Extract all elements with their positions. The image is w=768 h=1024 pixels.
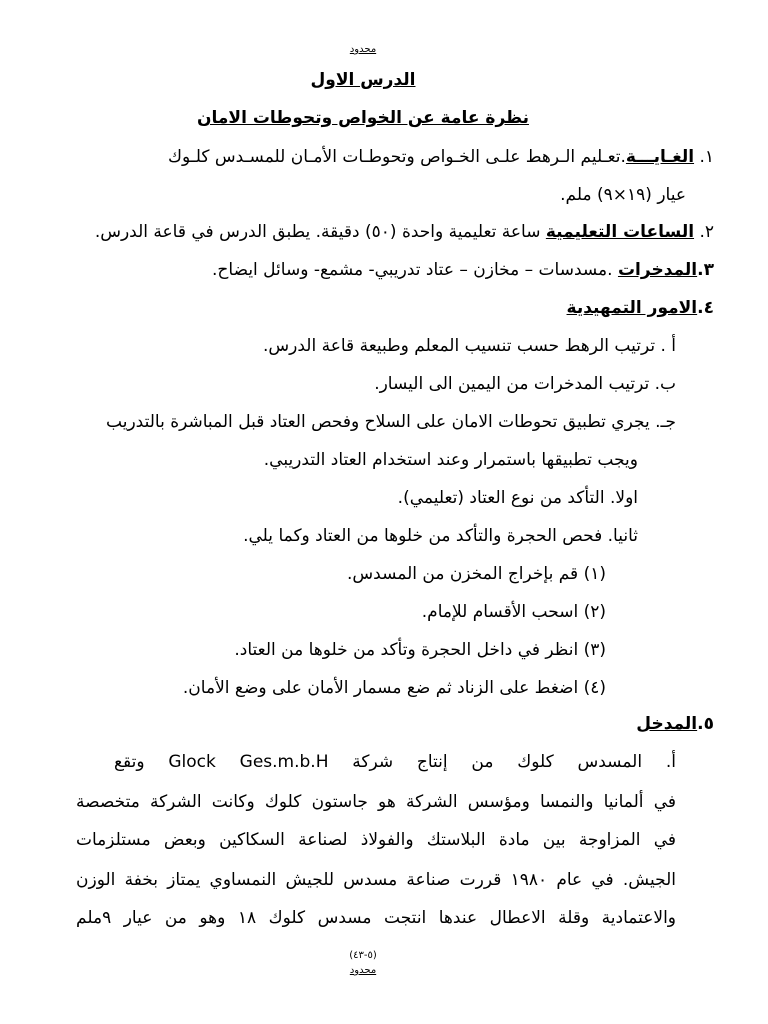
intro-line-4: الجيش. في عام ١٩٨٠ قررت صناعة مسدس للجيش النمساوي يمتاز بخفة الوزن: [76, 870, 676, 890]
hours-number: ٢.: [699, 222, 714, 242]
intro-heading: [636, 712, 714, 736]
goal-text-continued: عيار (١٩×٩) ملم.: [560, 185, 686, 205]
prelim-item-b: ب. ترتيب المدخرات من اليمين الى اليسار.: [374, 374, 676, 394]
inputs-text: .مسدسات – مخازن – عتاد تدريبي- مشمع- وسائل ايضاح.: [212, 260, 618, 280]
goal-label: الغـايـــة: [625, 147, 695, 167]
classification-footer: محدود: [349, 965, 377, 976]
goal-item: [42, 145, 714, 169]
prelim-step-1: (١) قم بإخراج المخزن من المسدس.: [347, 564, 606, 584]
goal-text: .تعـليم الـرهط علـى الخـواص وتحوطـات الأمـان للمسـدس كلـوك: [167, 147, 626, 167]
prelim-number: ٤.: [697, 298, 714, 318]
classification-header: محدود: [349, 44, 377, 55]
prelim-first: اولا. التأكد من نوع العتاد (تعليمي).: [397, 488, 638, 508]
hours-label: الساعات التعليمية: [545, 222, 695, 242]
prelim-item-a: أ . ترتيب الرهط حسب تنسيب المعلم وطبيعة قاعة الدرس.: [263, 336, 676, 356]
intro-label: المدخل: [636, 714, 698, 734]
page-reference: (٥-٤٣): [349, 950, 377, 961]
prelim-heading: [567, 296, 714, 320]
intro-line-2: في ألمانيا والنمسا ومؤسس الشركة هو جاستون كلوك وكانت الشركة متخصصة: [76, 792, 676, 812]
prelim-step-3: (٣) انظر في داخل الحجرة وتأكد من خلوها من العتاد.: [234, 640, 606, 660]
lesson-subtitle: نظرة عامة عن الخواص وتحوطات الامان: [197, 108, 529, 128]
hours-text: ساعة تعليمية واحدة (٥٠) دقيقة. يطبق الدرس في قاعة الدرس.: [94, 222, 541, 242]
prelim-item-c-continued: ويجب تطبيقها باستمرار وعند استخدام العتاد التدريبي.: [263, 450, 638, 470]
intro-line-5: والاعتمادية وقلة الاعطال عندها انتجت مسدس كلوك ١٨ وهو من عيار ٩ملم: [76, 908, 677, 928]
prelim-step-2: (٢) اسحب الأقسام للإمام.: [421, 602, 606, 622]
prelim-second: ثانيا. فحص الحجرة والتأكد من خلوها من العتاد وكما يلي.: [243, 526, 638, 546]
inputs-number: ٣.: [697, 260, 714, 280]
prelim-label: الامور التمهيدية: [566, 298, 698, 318]
inputs-label: المدخرات: [617, 260, 698, 280]
prelim-item-c: جـ. يجري تطبيق تحوطات الامان على السلاح وفحص العتاد قبل المباشرة بالتدريب: [106, 412, 676, 432]
intro-number: ٥.: [697, 714, 714, 734]
hours-item: [95, 220, 714, 244]
inputs-item: [212, 258, 714, 282]
goal-number: ١.: [699, 147, 714, 167]
intro-line-1: أ. المسدس كلوك من إنتاج شركة Glock Ges.m.b.H وتقع: [114, 752, 676, 772]
intro-line-3: في المزاوجة بين مادة البلاستك والفولاذ لصناعة السكاكين وبعض مستلزمات: [76, 830, 676, 850]
prelim-step-4: (٤) اضغط على الزناد ثم ضع مسمار الأمان على وضع الأمان.: [182, 678, 606, 698]
lesson-title: الدرس الاول: [310, 70, 416, 90]
